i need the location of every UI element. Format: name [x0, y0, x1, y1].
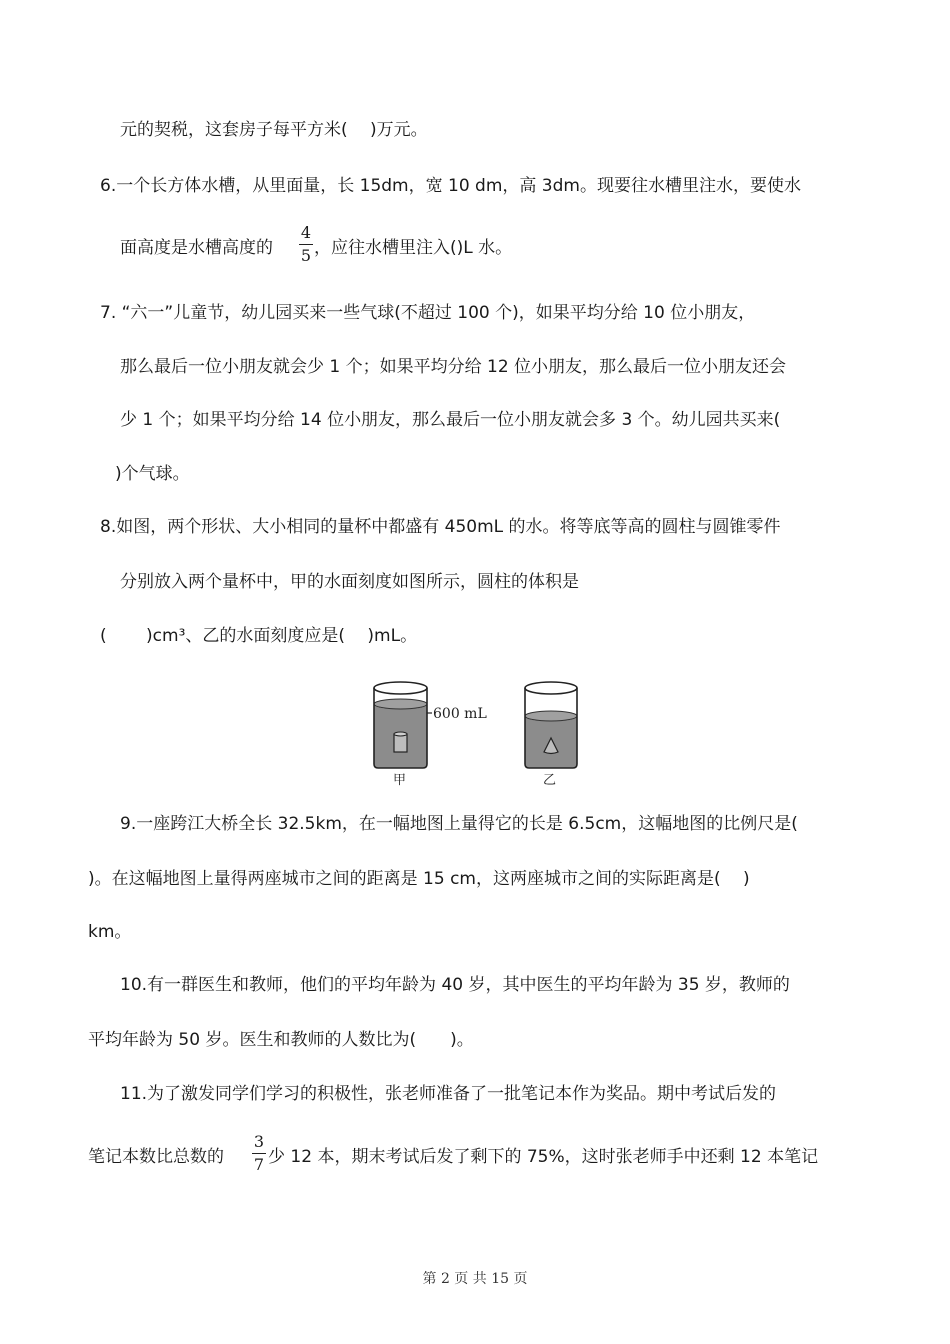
q5-line: 元的契税，这套房子每平方米( )万元。 — [120, 120, 428, 140]
q8-line-2: 分别放入两个量杯中，甲的水面刻度如图所示，圆柱的体积是 — [120, 572, 579, 592]
q11-line-2-after: 少 12 本，期末考试后发了剩下的 75%，这时张老师手中还剩 12 本笔记 — [268, 1147, 819, 1167]
q11-fraction-numerator: 3 — [253, 1132, 265, 1151]
q6-fraction — [299, 224, 313, 265]
q9-line-1: 9.一座跨江大桥全长 32.5km，在一幅地图上量得它的长是 6.5cm，这幅地图的比例尺是( — [120, 814, 798, 834]
fraction-bar — [252, 1153, 266, 1154]
q8-line-3: ( )cm³、乙的水面刻度应是( )mL。 — [100, 626, 418, 646]
cup-yi — [525, 682, 577, 768]
q9-line-3: km。 — [88, 922, 132, 942]
fraction-bar — [299, 244, 313, 245]
cup-yi-label: 乙 — [543, 773, 557, 788]
q9-line-2: )。在这幅地图上量得两座城市之间的距离是 15 cm，这两座城市之间的实际距离是( ) — [88, 869, 750, 889]
q6-line-2-after: ，应往水槽里注入()L 水。 — [314, 238, 513, 258]
q6-fraction-denominator: 5 — [300, 246, 312, 265]
q10-line-1: 10.有一群医生和教师，他们的平均年龄为 40 岁，其中医生的平均年龄为 35 岁，教师的 — [120, 975, 790, 995]
q8-line-1: 8.如图，两个形状、大小相同的量杯中都盛有 450mL 的水。将等底等高的圆柱与圆锥零件 — [100, 517, 781, 537]
q7-line-1: 7. “六一”儿童节，幼儿园买来一些气球(不超过 100 个)，如果平均分给 10 位小朋友， — [100, 303, 756, 323]
q7-line-2: 那么最后一位小朋友就会少 1 个；如果平均分给 12 位小朋友，那么最后一位小朋友还会 — [120, 357, 787, 377]
q6-line-1: 6.一个长方体水槽，从里面量，长 15dm，宽 10 dm，高 3dm。现要往水槽里注水，要使水 — [100, 176, 801, 196]
measuring-cups-figure — [365, 676, 605, 788]
q11-line-1: 11.为了激发同学们学习的积极性，张老师准备了一批笔记本作为奖品。期中考试后发的 — [120, 1084, 777, 1104]
q6-fraction-numerator: 4 — [300, 223, 312, 242]
page-footer: 第 2 页 共 15 页 — [422, 1271, 528, 1287]
cup-jia — [374, 682, 432, 768]
cup-jia-label: 甲 — [393, 773, 407, 788]
q7-line-3: 少 1 个；如果平均分给 14 位小朋友，那么最后一位小朋友就会多 3 个。幼儿园共买来( — [120, 410, 781, 430]
q11-fraction-denominator: 7 — [253, 1155, 265, 1174]
q10-line-2: 平均年龄为 50 岁。医生和教师的人数比为( )。 — [88, 1030, 474, 1050]
q6-line-2-before: 面高度是水槽高度的 — [120, 238, 273, 258]
q11-fraction — [252, 1133, 266, 1174]
q7-line-4: )个气球。 — [115, 464, 190, 484]
mark-label: 600 mL — [433, 706, 487, 722]
q11-line-2-before: 笔记本数比总数的 — [88, 1147, 224, 1167]
cylinder-part — [394, 734, 407, 752]
